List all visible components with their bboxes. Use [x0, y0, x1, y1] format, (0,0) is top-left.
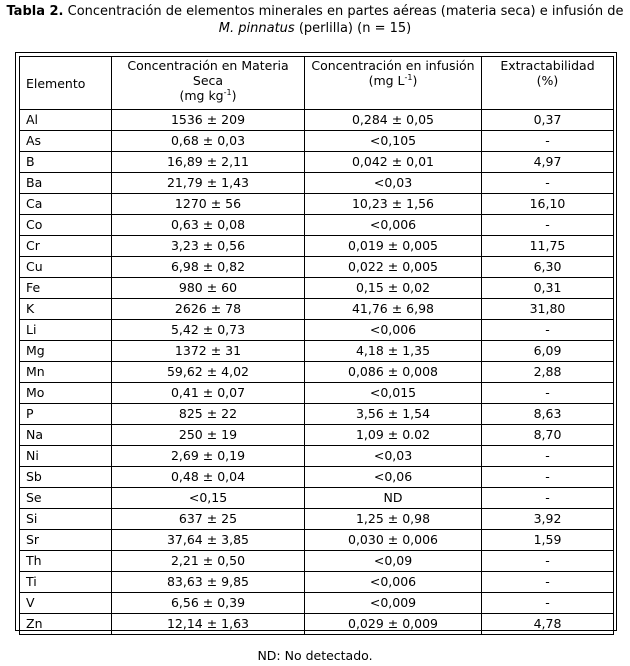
table-row — [19, 382, 613, 403]
cell-extractability: 6,30 — [481, 256, 613, 277]
cell-infusion: 0,042 ± 0,01 — [304, 151, 481, 172]
cell-dry-matter: 637 ± 25 — [111, 508, 304, 529]
cell-element: Sb — [19, 466, 111, 487]
caption-text: Concentración de elementos minerales en partes aéreas (materia seca) e infusión de — [63, 4, 624, 19]
cell-dry-matter: 1270 ± 56 — [111, 193, 304, 214]
cell-extractability: - — [481, 214, 613, 235]
table-row — [19, 466, 613, 487]
cell-dry-matter: 2,21 ± 0,50 — [111, 550, 304, 571]
cell-element: Ca — [19, 193, 111, 214]
cell-element: V — [19, 592, 111, 613]
cell-extractability: 1,59 — [481, 529, 613, 550]
cell-infusion: ND — [304, 487, 481, 508]
table-row — [19, 487, 613, 508]
cell-dry-matter: 0,41 ± 0,07 — [111, 382, 304, 403]
cell-dry-matter: 21,79 ± 1,43 — [111, 172, 304, 193]
cell-element: P — [19, 403, 111, 424]
cell-infusion: <0,09 — [304, 550, 481, 571]
table-row — [19, 550, 613, 571]
cell-infusion: 0,029 ± 0,009 — [304, 613, 481, 634]
table-row — [19, 235, 613, 256]
cell-dry-matter: 37,64 ± 3,85 — [111, 529, 304, 550]
cell-extractability: - — [481, 172, 613, 193]
cell-element: Zn — [19, 613, 111, 634]
header-row — [19, 56, 613, 109]
cell-element: Th — [19, 550, 111, 571]
cell-element: Fe — [19, 277, 111, 298]
cell-dry-matter: 5,42 ± 0,73 — [111, 319, 304, 340]
table-caption — [0, 3, 630, 37]
cell-element: Sr — [19, 529, 111, 550]
cell-extractability: - — [481, 466, 613, 487]
cell-element: Mo — [19, 382, 111, 403]
cell-infusion: <0,105 — [304, 130, 481, 151]
cell-infusion: <0,006 — [304, 319, 481, 340]
table-row — [19, 193, 613, 214]
cell-dry-matter: 0,68 ± 0,03 — [111, 130, 304, 151]
cell-infusion: 10,23 ± 1,56 — [304, 193, 481, 214]
cell-infusion: <0,009 — [304, 592, 481, 613]
cell-extractability: - — [481, 445, 613, 466]
cell-infusion: <0,006 — [304, 214, 481, 235]
cell-extractability: - — [481, 571, 613, 592]
table-row — [19, 340, 613, 361]
cell-infusion: <0,03 — [304, 445, 481, 466]
cell-dry-matter: 825 ± 22 — [111, 403, 304, 424]
table-row — [19, 214, 613, 235]
cell-dry-matter: 0,48 ± 0,04 — [111, 466, 304, 487]
cell-element: Ni — [19, 445, 111, 466]
cell-element: As — [19, 130, 111, 151]
cell-infusion: 3,56 ± 1,54 — [304, 403, 481, 424]
cell-extractability: 8,70 — [481, 424, 613, 445]
cell-extractability: 31,80 — [481, 298, 613, 319]
cell-infusion: 41,76 ± 6,98 — [304, 298, 481, 319]
cell-extractability: 0,31 — [481, 277, 613, 298]
minerals-table — [19, 56, 614, 635]
cell-infusion: 0,15 ± 0,02 — [304, 277, 481, 298]
caption-label: Tabla 2. — [6, 4, 64, 19]
cell-infusion: <0,06 — [304, 466, 481, 487]
cell-element: Cr — [19, 235, 111, 256]
cell-element: Na — [19, 424, 111, 445]
cell-element: Al — [19, 109, 111, 130]
cell-extractability: 4,97 — [481, 151, 613, 172]
cell-dry-matter: 83,63 ± 9,85 — [111, 571, 304, 592]
table-row — [19, 298, 613, 319]
table-row — [19, 256, 613, 277]
cell-dry-matter: 3,23 ± 0,56 — [111, 235, 304, 256]
table-row — [19, 361, 613, 382]
cell-infusion: <0,006 — [304, 571, 481, 592]
table-row — [19, 277, 613, 298]
cell-element: Si — [19, 508, 111, 529]
cell-dry-matter: 980 ± 60 — [111, 277, 304, 298]
cell-element: Cu — [19, 256, 111, 277]
table-row — [19, 172, 613, 193]
cell-extractability: - — [481, 592, 613, 613]
table-row — [19, 613, 613, 634]
cell-extractability: 16,10 — [481, 193, 613, 214]
cell-element: Mg — [19, 340, 111, 361]
footnote: ND: No detectado. — [257, 648, 373, 663]
table-row — [19, 319, 613, 340]
cell-extractability: 11,75 — [481, 235, 613, 256]
cell-extractability: 0,37 — [481, 109, 613, 130]
header-dry-matter: Concentración en Materia Seca (mg $kg^{-1}$) — [111, 56, 304, 109]
table-row — [19, 445, 613, 466]
cell-element: Ba — [19, 172, 111, 193]
table-row — [19, 571, 613, 592]
cell-extractability: 4,78 — [481, 613, 613, 634]
cell-extractability: - — [481, 550, 613, 571]
cell-infusion: <0,03 — [304, 172, 481, 193]
cell-dry-matter: 2626 ± 78 — [111, 298, 304, 319]
cell-dry-matter: 6,56 ± 0,39 — [111, 592, 304, 613]
table-row — [19, 529, 613, 550]
table-row — [19, 151, 613, 172]
cell-extractability: 3,92 — [481, 508, 613, 529]
cell-element: Ti — [19, 571, 111, 592]
cell-infusion: 0,019 ± 0,005 — [304, 235, 481, 256]
cell-infusion: 1,25 ± 0,98 — [304, 508, 481, 529]
table-row — [19, 403, 613, 424]
cell-dry-matter: 59,62 ± 4,02 — [111, 361, 304, 382]
cell-infusion: 0,030 ± 0,006 — [304, 529, 481, 550]
cell-infusion: 0,086 ± 0,008 — [304, 361, 481, 382]
cell-infusion: 1,09 ± 0.02 — [304, 424, 481, 445]
cell-infusion: 4,18 ± 1,35 — [304, 340, 481, 361]
header-element: Elemento — [19, 56, 111, 109]
table-row — [19, 592, 613, 613]
cell-element: Li — [19, 319, 111, 340]
cell-element: Mn — [19, 361, 111, 382]
cell-dry-matter: 6,98 ± 0,82 — [111, 256, 304, 277]
header-infusion: Concentración en infusión (mg $L^{-1}$) — [304, 56, 481, 109]
cell-dry-matter: 1536 ± 209 — [111, 109, 304, 130]
cell-element: Se — [19, 487, 111, 508]
cell-extractability: 6,09 — [481, 340, 613, 361]
cell-extractability: 2,88 — [481, 361, 613, 382]
table-row — [19, 424, 613, 445]
cell-dry-matter: 250 ± 19 — [111, 424, 304, 445]
cell-element: K — [19, 298, 111, 319]
caption-text-end: (perlilla) (n = 15) — [294, 21, 412, 36]
table-row — [19, 130, 613, 151]
caption-species: M. pinnatus — [218, 21, 295, 36]
header-extractability: Extractabilidad (%) — [481, 56, 613, 109]
cell-dry-matter: 12,14 ± 1,63 — [111, 613, 304, 634]
cell-dry-matter: <0,15 — [111, 487, 304, 508]
cell-element: Co — [19, 214, 111, 235]
cell-dry-matter: 16,89 ± 2,11 — [111, 151, 304, 172]
cell-extractability: - — [481, 130, 613, 151]
cell-element: B — [19, 151, 111, 172]
cell-dry-matter: 2,69 ± 0,19 — [111, 445, 304, 466]
table-row — [19, 508, 613, 529]
cell-infusion: 0,284 ± 0,05 — [304, 109, 481, 130]
cell-dry-matter: 1372 ± 31 — [111, 340, 304, 361]
table-row — [19, 109, 613, 130]
cell-infusion: <0,015 — [304, 382, 481, 403]
cell-infusion: 0,022 ± 0,005 — [304, 256, 481, 277]
cell-extractability: 8,63 — [481, 403, 613, 424]
cell-extractability: - — [481, 319, 613, 340]
cell-extractability: - — [481, 382, 613, 403]
cell-extractability: - — [481, 487, 613, 508]
cell-dry-matter: 0,63 ± 0,08 — [111, 214, 304, 235]
